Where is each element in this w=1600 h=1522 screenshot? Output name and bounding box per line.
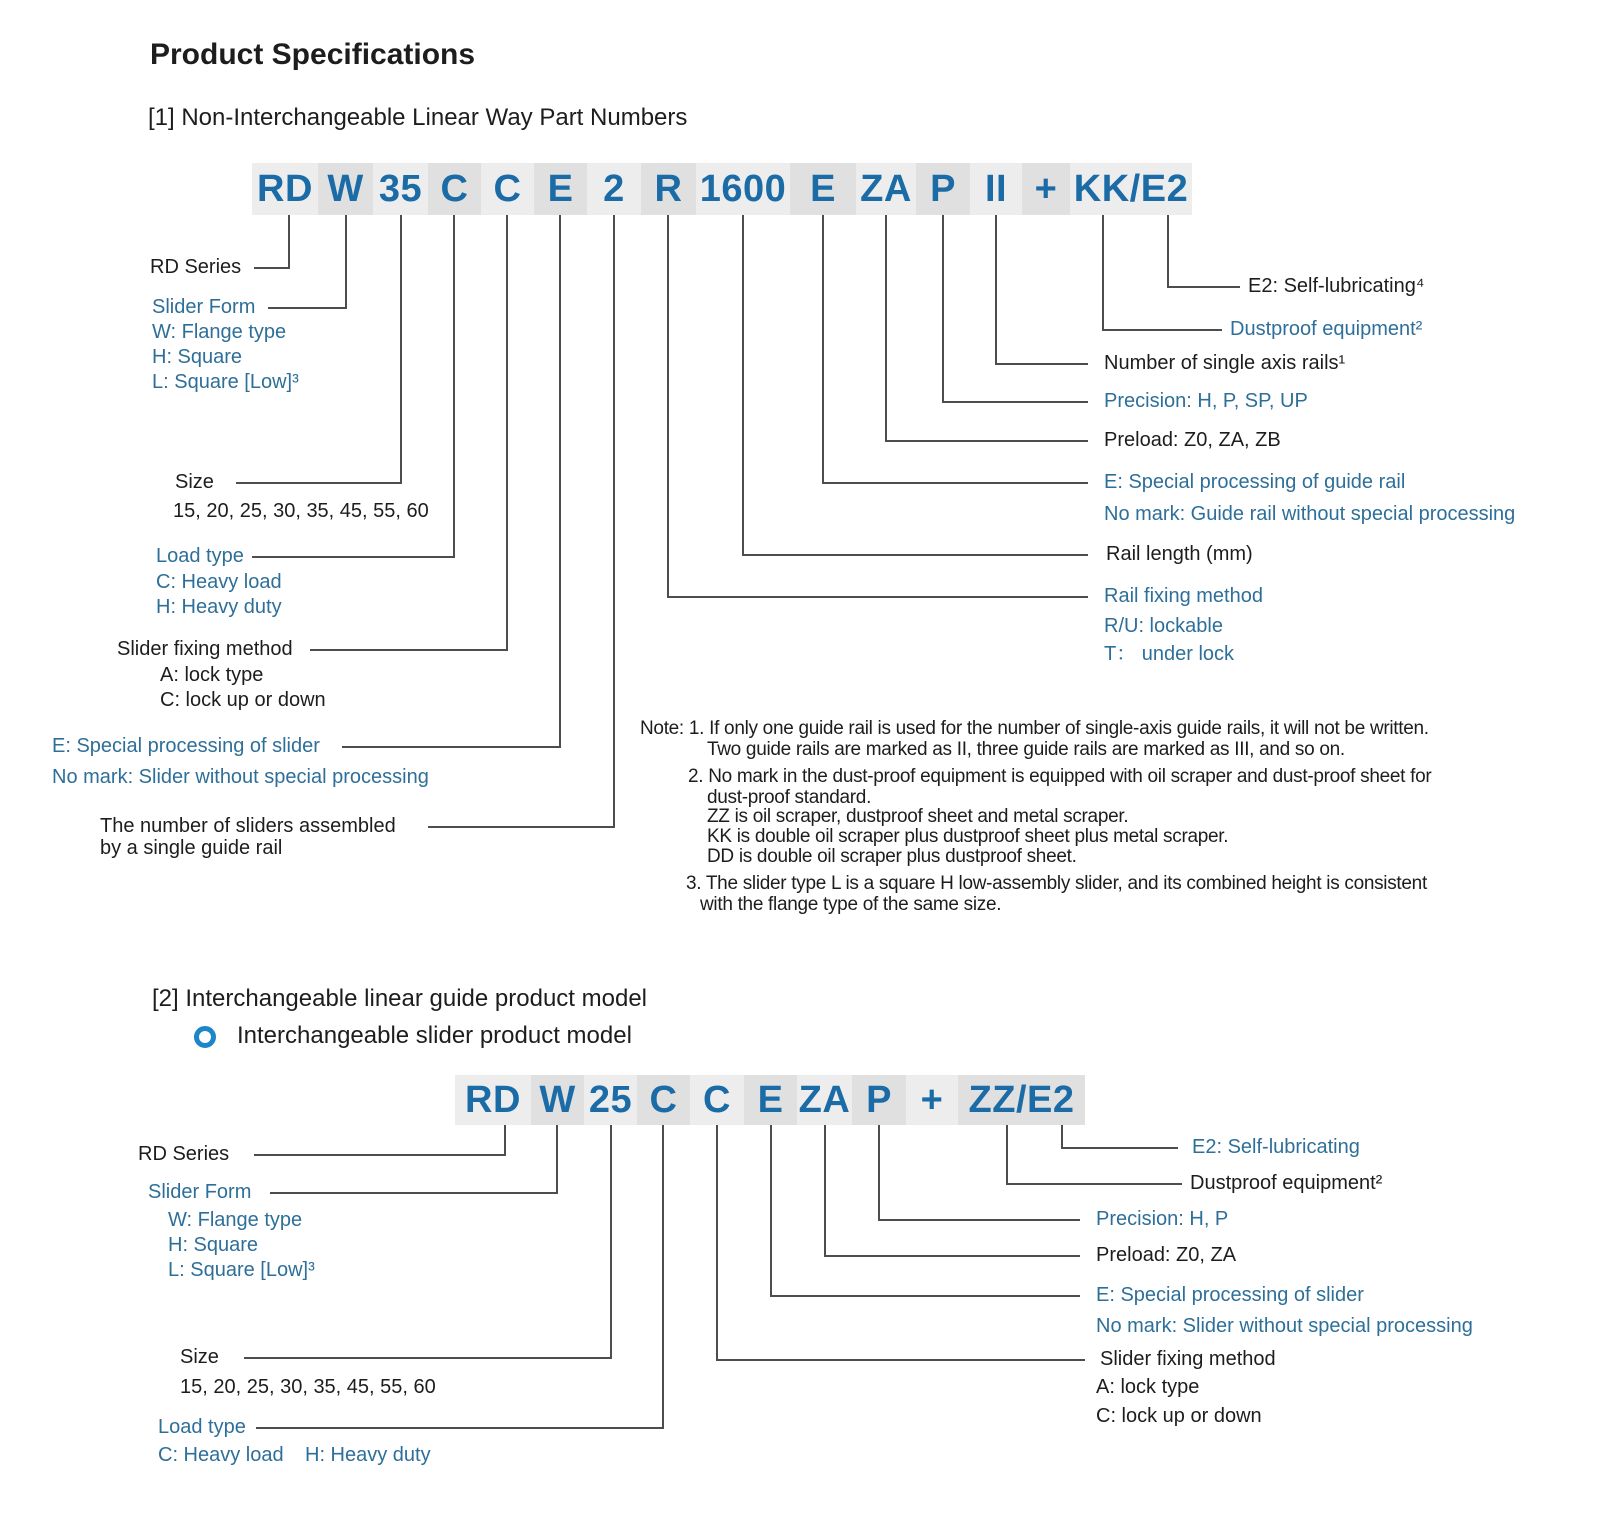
note-line: KK is double oil scraper plus dustproof sheet plus metal scraper. — [707, 826, 1229, 847]
part-token-kke2: KK/E2 — [1070, 163, 1192, 215]
label-number-axis-rails: Number of single axis rails¹ — [1104, 352, 1346, 374]
label-load-type-option-c: C: Heavy load — [156, 571, 282, 593]
part2-token-zze2: ZZ/E2 — [958, 1075, 1085, 1125]
connector-line — [254, 215, 289, 268]
connector-line — [717, 1125, 1085, 1360]
part-token-w: W — [318, 163, 373, 215]
label-slider-form-option-h: H: Square — [152, 346, 243, 368]
label-slider-form-option-w: W: Flange type — [152, 321, 287, 343]
label2-slider-form: Slider Form — [148, 1181, 252, 1203]
connector-line — [244, 1125, 611, 1358]
label-precision: Precision: H, P, SP, UP — [1104, 390, 1308, 412]
part-token-e-rail: E — [790, 163, 856, 215]
label2-no-mark-slider: No mark: Slider without special processing — [1096, 1315, 1473, 1337]
label-load-type: Load type — [156, 545, 244, 567]
connector-line — [236, 215, 401, 483]
section2-subheading: Interchangeable slider product model — [237, 1022, 632, 1049]
connector-line — [1168, 215, 1240, 287]
label2-slider-form-option-h: H: Square — [168, 1234, 259, 1256]
label-dustproof-equipment: Dustproof equipment² — [1230, 318, 1423, 340]
label2-size: Size — [180, 1346, 219, 1368]
label-e-special-rail: E: Special processing of guide rail — [1104, 471, 1406, 493]
part2-token-size: 25 — [584, 1075, 637, 1125]
connector-line — [270, 1125, 557, 1193]
label-rail-length: Rail length (mm) — [1106, 543, 1253, 565]
label-size: Size — [175, 471, 214, 493]
label2-precision: Precision: H, P — [1096, 1208, 1229, 1230]
part2-token-za: ZA — [797, 1075, 852, 1125]
connector-line — [428, 215, 614, 827]
part-token-load: C — [428, 163, 481, 215]
connector-line — [342, 215, 560, 747]
part2-token-rd: RD — [455, 1075, 531, 1125]
part2-token-w: W — [531, 1075, 584, 1125]
connector-line — [1062, 1125, 1178, 1148]
note-line: 3. The slider type L is a square H low-assembly slider, and its combined height is consistent — [686, 873, 1427, 894]
label2-e2-self-lubricating: E2: Self-lubricating — [1192, 1136, 1360, 1158]
part-token-fixing: C — [481, 163, 534, 215]
connector-line — [771, 1125, 1080, 1296]
page-title: Product Specifications — [150, 38, 476, 71]
note-line: dust-proof standard. — [707, 787, 872, 808]
label-sliders-count-line1: The number of sliders assembled — [100, 815, 396, 837]
part-token-za: ZA — [856, 163, 916, 215]
label2-slider-form-option-w: W: Flange type — [168, 1209, 303, 1231]
label-slider-fixing-option-c: C: lock up or down — [160, 689, 326, 711]
part-token-e: E — [534, 163, 587, 215]
connector-line — [879, 1125, 1080, 1220]
label2-size-values: 15, 20, 25, 30, 35, 45, 55, 60 — [180, 1376, 436, 1398]
note-line: DD is double oil scraper plus dustproof sheet. — [707, 846, 1077, 867]
label2-load-type: Load type — [158, 1416, 246, 1438]
connector-line — [886, 215, 1088, 441]
label-sliders-count-line2: by a single guide rail — [100, 837, 283, 859]
label-no-mark-rail: No mark: Guide rail without special processing — [1104, 503, 1516, 525]
note-line: Note: 1. If only one guide rail is used for the number of single-axis guide rails, it will not be written. — [640, 718, 1429, 739]
label-no-mark-slider: No mark: Slider without special processing — [52, 766, 429, 788]
label2-rd-series: RD Series — [138, 1143, 230, 1165]
part-token-length: 1600 — [696, 163, 790, 215]
section2-heading: [2] Interchangeable linear guide product model — [152, 985, 647, 1012]
label-preload: Preload: Z0, ZA, ZB — [1104, 429, 1281, 451]
label2-dustproof-equipment: Dustproof equipment² — [1190, 1172, 1383, 1194]
note-line: with the flange type of the same size. — [700, 894, 1002, 915]
connector-line — [1007, 1125, 1182, 1184]
part2-token-plus: + — [906, 1075, 958, 1125]
label-load-type-option-h: H: Heavy duty — [156, 596, 282, 618]
label-rail-fixing-method: Rail fixing method — [1104, 585, 1263, 607]
label2-slider-form-option-l: L: Square [Low]³ — [168, 1259, 315, 1281]
label-rail-fixing-option-t: T： under lock — [1104, 643, 1235, 665]
label-slider-fixing-option-a: A: lock type — [160, 664, 264, 686]
connector-line — [996, 215, 1088, 364]
label2-preload: Preload: Z0, ZA — [1096, 1244, 1237, 1266]
connector-line — [743, 215, 1088, 555]
part-token-ii: II — [970, 163, 1022, 215]
label-slider-form: Slider Form — [152, 296, 256, 318]
label2-load-type-option-c: C: Heavy load — [158, 1444, 284, 1466]
label2-e-special-slider: E: Special processing of slider — [1096, 1284, 1364, 1306]
connector-line — [823, 215, 1088, 483]
label2-slider-fixing-option-c: C: lock up or down — [1096, 1405, 1262, 1427]
connector-line — [1103, 215, 1222, 330]
label2-slider-fixing-option-a: A: lock type — [1096, 1376, 1200, 1398]
label-e-special-slider: E: Special processing of slider — [52, 735, 320, 757]
connector-line — [943, 215, 1088, 402]
part-token-p: P — [916, 163, 970, 215]
label-slider-form-option-l: L: Square [Low]³ — [152, 371, 299, 393]
part-token-rd: RD — [252, 163, 318, 215]
connector-line — [310, 215, 507, 650]
label-slider-fixing-method: Slider fixing method — [117, 638, 293, 660]
part2-token-p: P — [852, 1075, 906, 1125]
connector-line — [668, 215, 1088, 597]
connector-line — [825, 1125, 1080, 1256]
label-size-values: 15, 20, 25, 30, 35, 45, 55, 60 — [173, 500, 429, 522]
part2-token-e: E — [744, 1075, 797, 1125]
label2-slider-fixing-method: Slider fixing method — [1100, 1348, 1276, 1370]
part-token-size: 35 — [373, 163, 428, 215]
part-token-count: 2 — [587, 163, 641, 215]
part-token-r: R — [641, 163, 696, 215]
connector-line — [268, 215, 346, 308]
label2-load-type-option-h: H: Heavy duty — [305, 1444, 431, 1466]
note-line: 2. No mark in the dust-proof equipment is equipped with oil scraper and dust-proof sheet for — [688, 766, 1432, 787]
note-line: ZZ is oil scraper, dustproof sheet and metal scraper. — [707, 806, 1129, 827]
part2-token-fixing: C — [690, 1075, 744, 1125]
label-e2-self-lubricating: E2: Self-lubricating⁴ — [1248, 275, 1425, 297]
bullet-circle-icon — [194, 1026, 216, 1048]
label-rail-fixing-option-ru: R/U: lockable — [1104, 615, 1223, 637]
connector-line — [254, 1125, 505, 1155]
part-token-plus: + — [1022, 163, 1070, 215]
note-line: Two guide rails are marked as II, three guide rails are marked as III, and so on. — [707, 739, 1345, 760]
label-rd-series: RD Series — [150, 256, 242, 278]
part2-token-load: C — [637, 1075, 690, 1125]
section1-heading: [1] Non-Interchangeable Linear Way Part Numbers — [148, 104, 688, 131]
